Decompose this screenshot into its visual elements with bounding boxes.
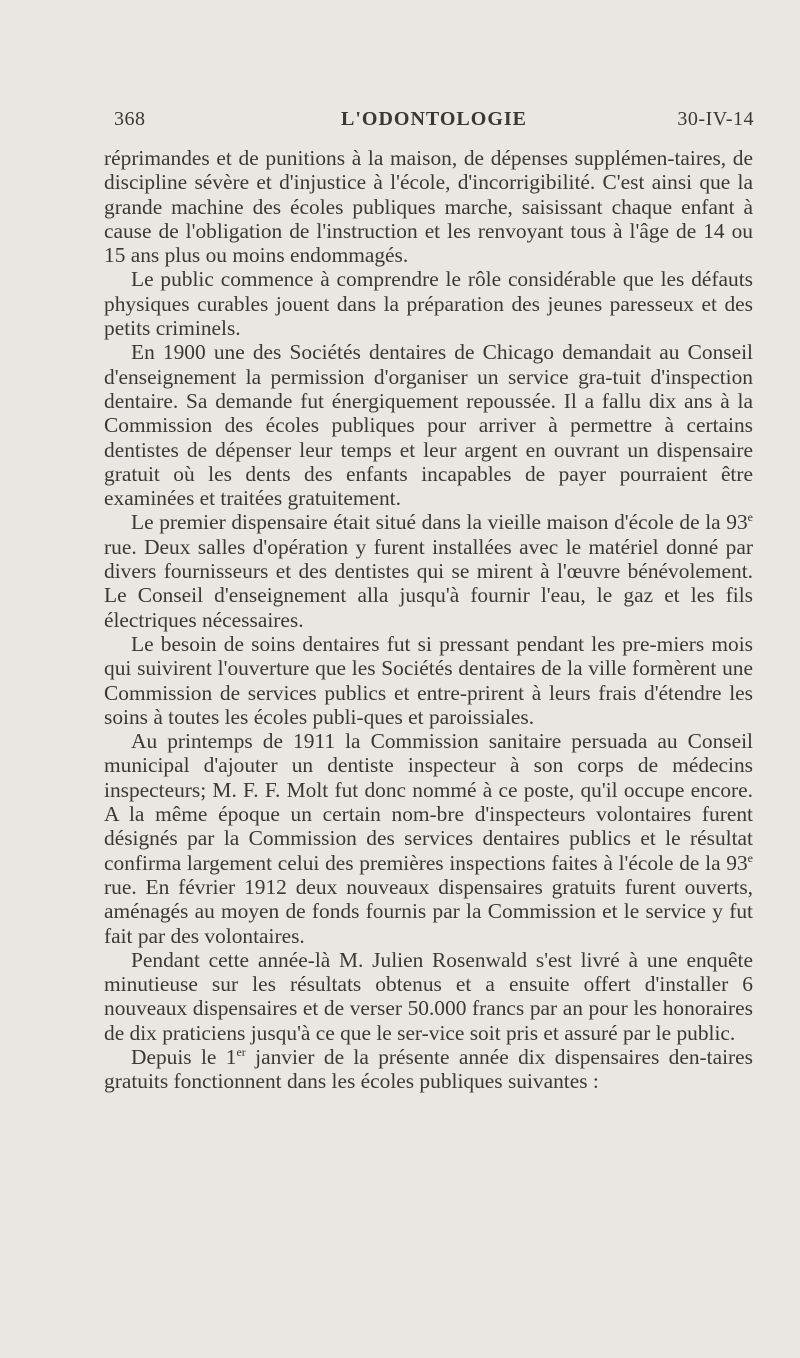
paragraph: Le besoin de soins dentaires fut si pressant pendant les pre-miers mois qui suivirent l'ouverture que les Sociétés dentaires de la ville formèrent une Commission de services publics et entre-prirent à leurs frais d'étendre les soins à toutes les écoles publi-ques et paroissiales.: [104, 631, 753, 729]
running-header: [114, 108, 754, 138]
paragraph: Pendant cette année-là M. Julien Rosenwald s'est livré à une enquête minutieuse sur les résultats obtenus et a ensuite offert d'installer 6 nouveaux dispensaires et de verser 50.000 francs par an pour les honoraires de dix praticiens jusqu'à ce que le ser-vice soit pris et assuré par le public.: [104, 947, 753, 1045]
ordinal-superscript: er: [236, 1044, 246, 1059]
journal-title: L'ODONTOLOGIE: [340, 108, 527, 130]
paragraph: Le premier dispensaire était situé dans la vieille maison d'école de la 93e rue. Deux salles d'opération y furent installées avec le matériel donné par divers fournisseurs et des dentistes qui se mirent à l'œuvre bénévolement. Le Conseil d'enseignement alla jusqu'à fournir l'eau, le gaz et les fils électriques nécessaires.: [104, 510, 753, 632]
ordinal-superscript: e: [747, 850, 753, 865]
paragraph: Le public commence à comprendre le rôle considérable que les défauts physiques curables jouent dans la préparation des jeunes paresseux et des petits criminels.: [104, 267, 753, 341]
paragraph: réprimandes et de punitions à la maison, de dépenses supplémen-taires, de discipline sévère et d'injustice à l'école, d'incorrigibilité. C'est ainsi que la grande machine des écoles publiques marche, saisissant chaque enfant à cause de l'obligation de l'instruction et les renvoyant tous à l'âge de 14 ou 15 ans plus ou moins endommagés.: [104, 146, 753, 268]
ordinal-superscript: e: [747, 510, 753, 525]
paragraph: Au printemps de 1911 la Commission sanitaire persuada au Conseil municipal d'ajouter un dentiste inspecteur à son corps de médecins inspecteurs; M. F. F. Molt fut donc nommé à ce poste, qu'il occupe encore. A la même époque un certain nom-bre d'inspecteurs volontaires furent désignés par la Commission des services dentaires publics et le résultat confirma largement celui des premières inspections faites à l'école de la 93e rue. En février 1912 deux nouveaux dispensaires gratuits furent ouverts, aménagés au moyen de fonds fournis par la Commission et le service y fut fait par des volontaires.: [104, 729, 753, 948]
paragraph: En 1900 une des Sociétés dentaires de Chicago demandait au Conseil d'enseignement la permission d'organiser un service gra-tuit d'inspection dentaire. Sa demande fut énergiquement repoussée. Il a fallu dix ans à la Commission des écoles publiques pour arriver à permettre à certains dentistes de dépenser leur temps et leur argent en ouvrant un dispensaire gratuit où les dents des enfants incapables de payer pourraient être examinées et traitées gratuitement.: [104, 340, 753, 511]
body-text: [104, 146, 753, 1094]
issue-date: 30-IV-14: [677, 108, 754, 130]
paragraph: Depuis le 1er janvier de la présente année dix dispensaires den-taires gratuits fonctionnent dans les écoles publiques suivantes :: [104, 1044, 753, 1094]
page-number: 368: [114, 108, 146, 130]
